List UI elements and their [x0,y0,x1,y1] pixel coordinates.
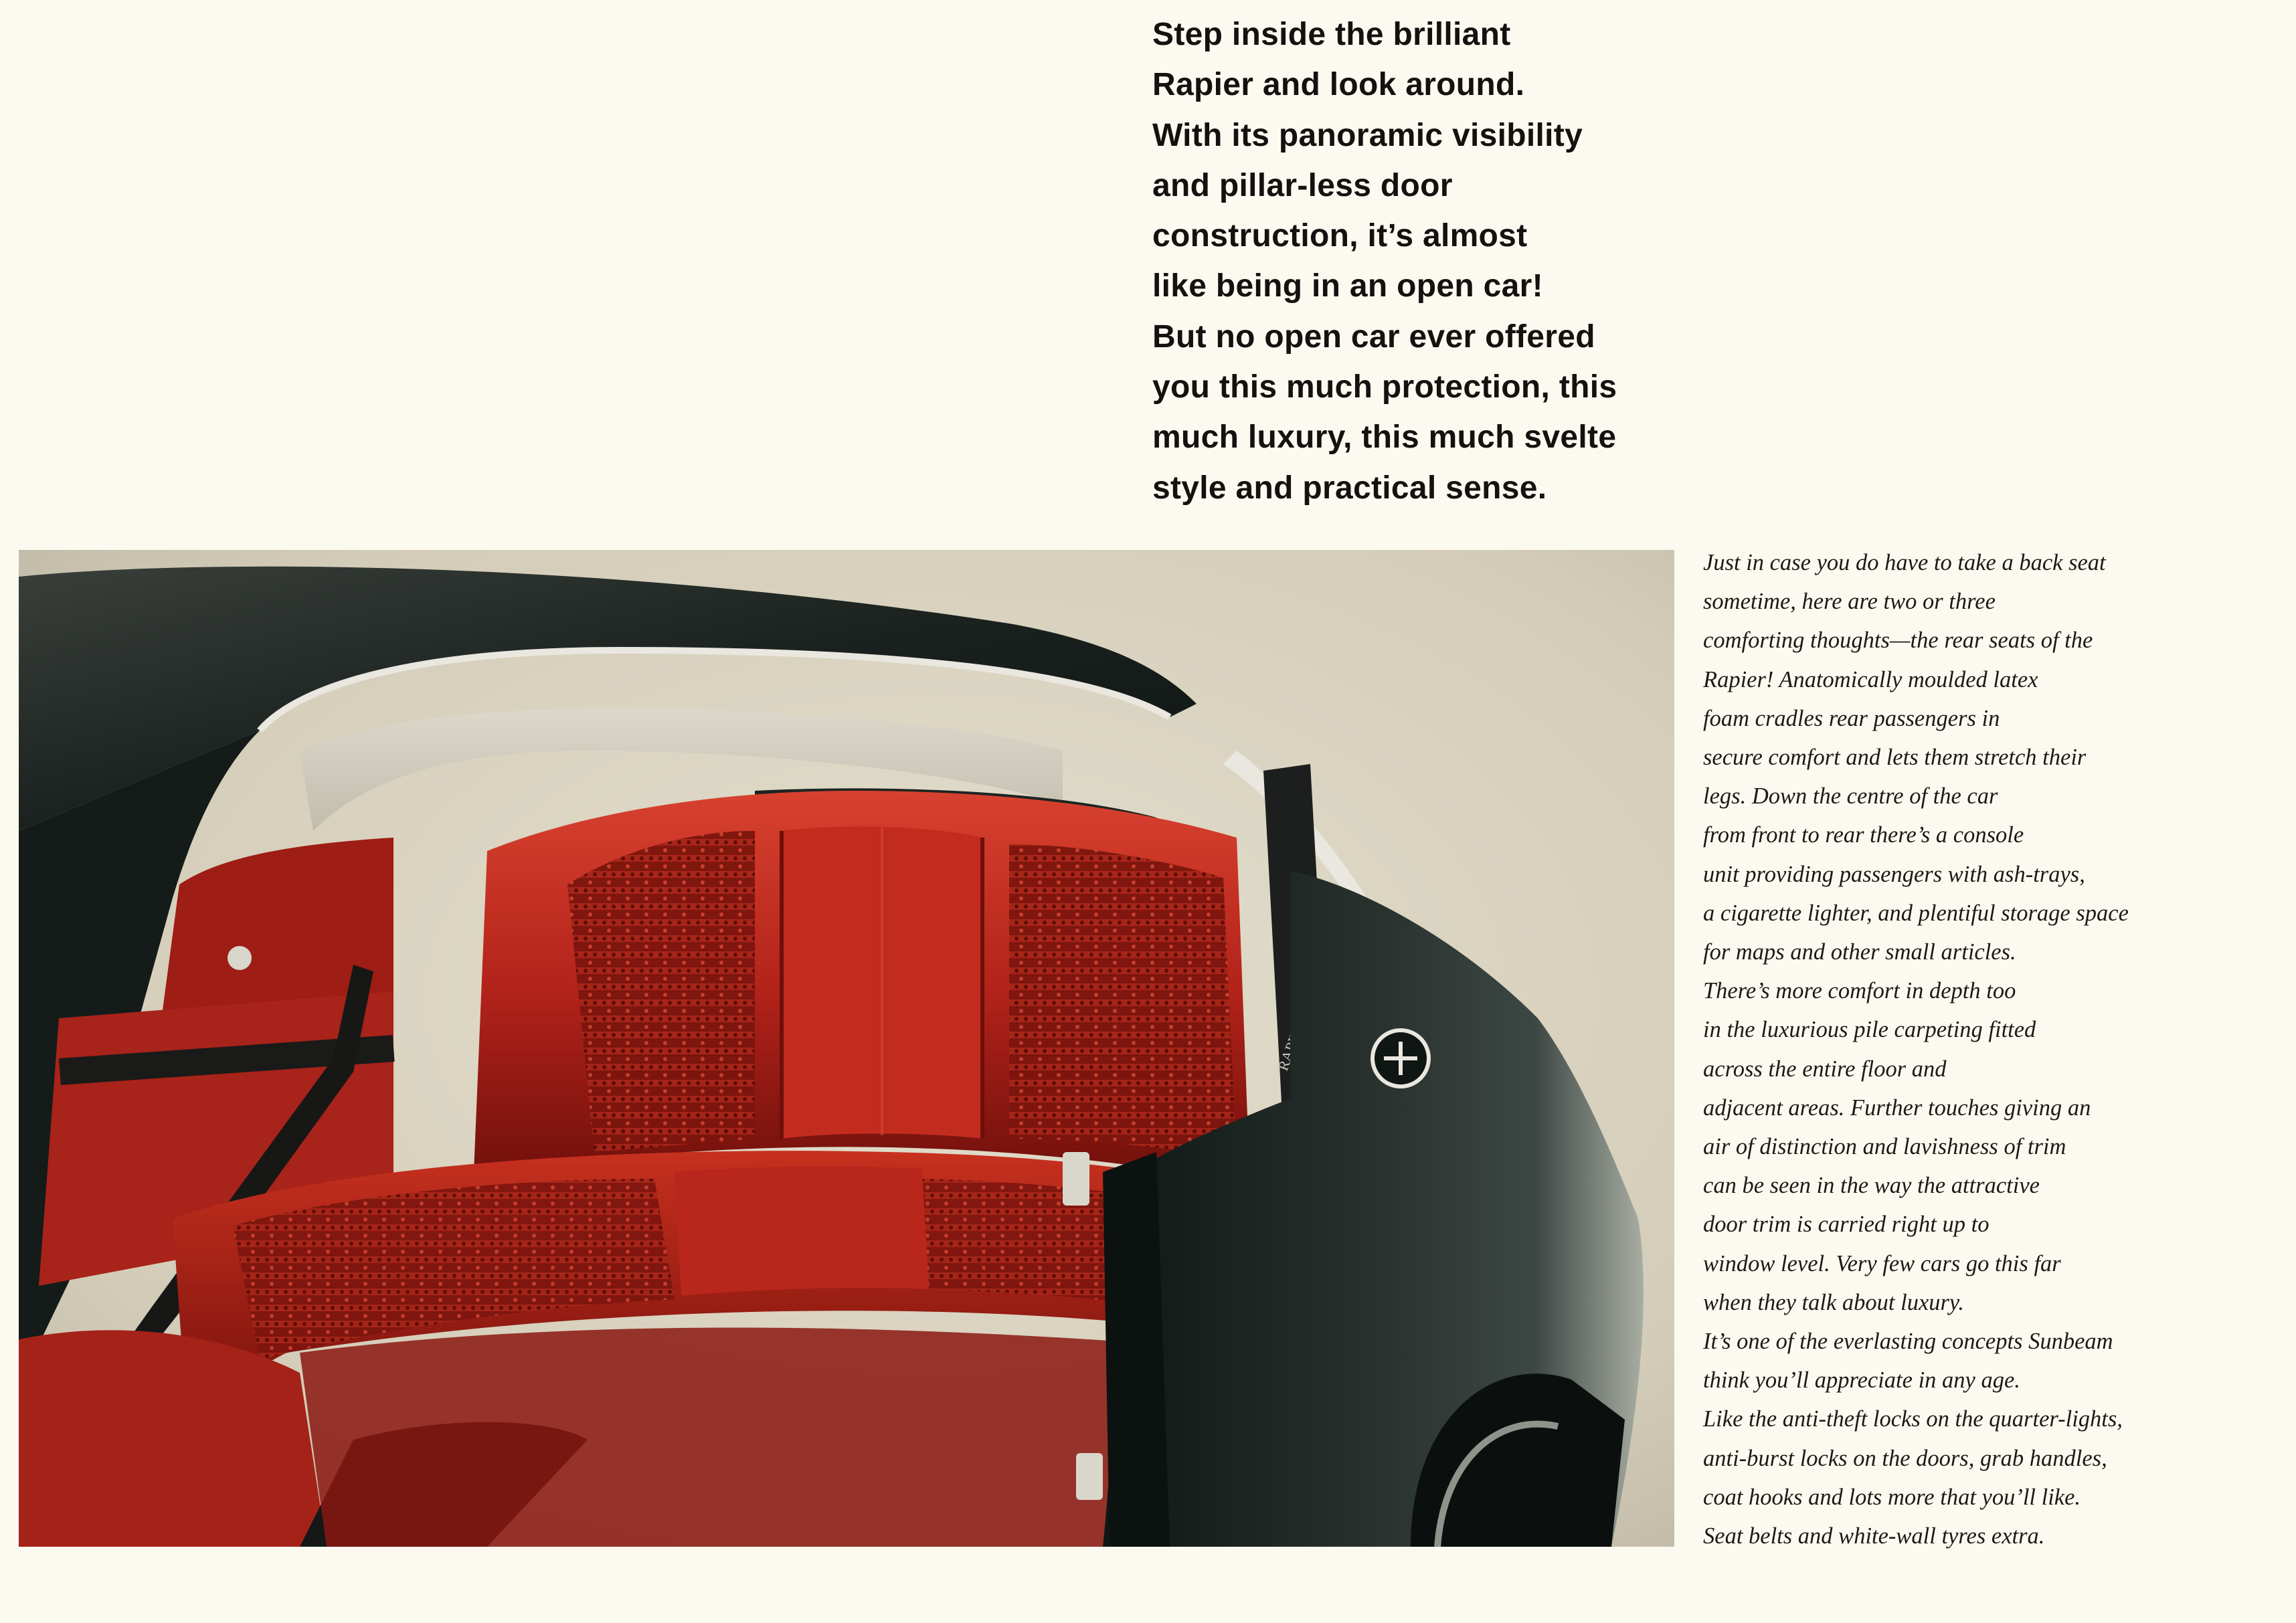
body-line: in the luxurious pile carpeting fitted [1703,1017,2036,1043]
headline-line: With its panoramic visibility [1152,117,1583,153]
body-line: unit providing passengers with ash-trays, [1703,861,2085,887]
headline-line: you this much protection, this [1152,369,1617,405]
window-winder [228,946,252,970]
seat-back-panel-right [1009,844,1237,1159]
body-copy [1703,543,2292,1555]
body-line: coat hooks and lots more that you’ll like. [1703,1484,2081,1510]
car-interior-illustration [19,550,1674,1547]
headline-line: Rapier and look around. [1152,67,1525,103]
headline-line: construction, it’s almost [1152,218,1528,254]
body-line: for maps and other small articles. [1703,939,2016,965]
headline-line: much luxury, this much svelte [1152,419,1617,456]
body-line: secure comfort and lets them stretch their [1703,745,2087,771]
body-line: Seat belts and white-wall tyres extra. [1703,1523,2045,1549]
body-line: door trim is carried right up to [1703,1212,1990,1238]
body-line: from front to rear there’s a console [1703,822,2024,848]
body-line: Just in case you do have to take a back seat [1703,550,2106,575]
headline-line: like being in an open car! [1152,268,1543,304]
body-line: air of distinction and lavishness of trim [1703,1134,2066,1160]
body-line: There’s more comfort in depth too [1703,978,2016,1004]
headline-line: But no open car ever offered [1152,318,1595,355]
body-line: think you’ll appreciate in any age. [1703,1367,2020,1394]
headline-line: and pillar-less door [1152,167,1453,203]
body-line: Rapier! Anatomically moulded latex [1703,666,2038,692]
body-line: across the entire floor and [1703,1056,1947,1082]
body-line: legs. Down the centre of the car [1703,783,1998,809]
body-line: comforting thoughts—the rear seats of the [1703,628,2093,654]
seat-back-panel-left [567,831,755,1152]
body-line: anti-burst locks on the doors, grab handles, [1703,1445,2107,1471]
body-line: foam cradles rear passengers in [1703,705,2000,731]
body-line: can be seen in the way the attractive [1703,1173,2040,1199]
cushion-centre [675,1167,929,1296]
body-line: Like the anti-theft locks on the quarter-lights, [1703,1406,2123,1432]
body-line: a cigarette lighter, and plentiful storage space [1703,900,2129,926]
headline [1152,9,1755,513]
body-line: sometime, here are two or three [1703,589,1996,615]
body-line: when they talk about luxury. [1703,1289,1964,1315]
door-lock [1063,1152,1089,1206]
body-line: window level. Very few cars go this far [1703,1250,2061,1276]
body-line: adjacent areas. Further touches giving an [1703,1094,2091,1121]
headline-line: style and practical sense. [1152,470,1547,506]
headline-line: Step inside the brilliant [1152,17,1511,52]
door-catch [1076,1453,1103,1500]
body-line: It’s one of the everlasting concepts Sunbeam [1703,1329,2113,1355]
